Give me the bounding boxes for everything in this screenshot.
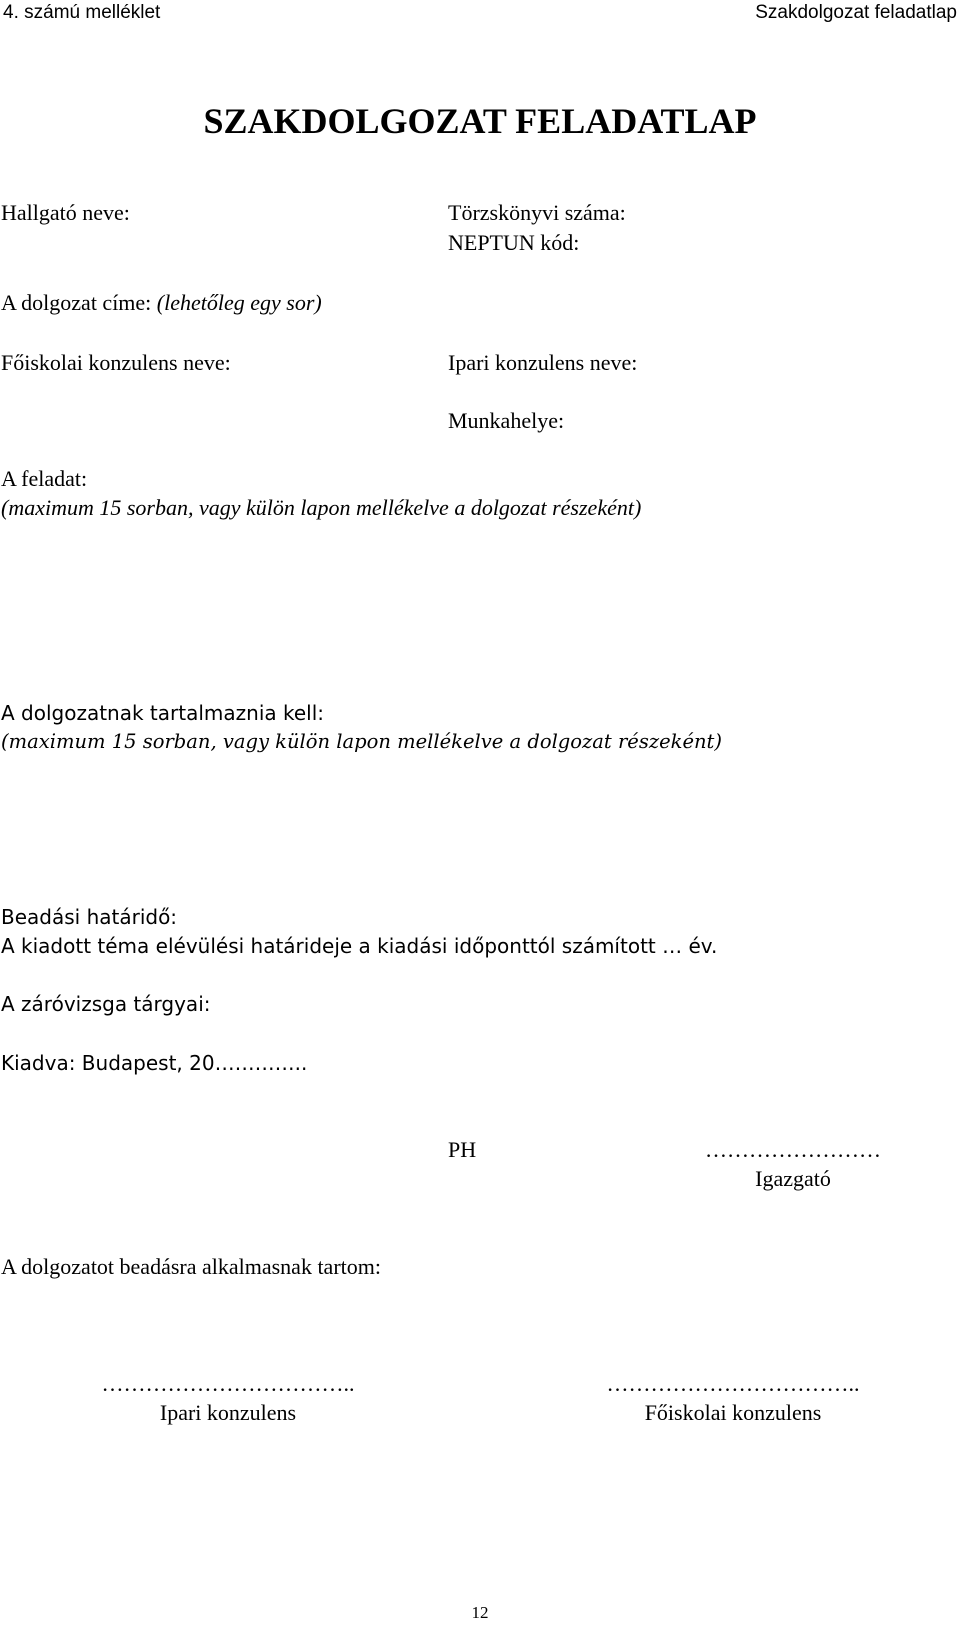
approval-statement: A dolgozatot beadásra alkalmasnak tartom: [1,1254,381,1279]
college-consultant-signature-dots: …………………………….. [606,1371,860,1396]
stamp-label: PH [448,1137,477,1162]
page-title: SZAKDOLGOZAT FELADATLAP [203,101,757,141]
industry-consultant-label: Ipari konzulens neve: [448,350,638,375]
registry-number-label: Törzskönyvi száma: [448,200,626,225]
college-consultant-label: Főiskolai konzulens neve: [1,350,231,375]
thesis-title-hint: (lehetőleg egy sor) [156,290,322,315]
final-exam-label: A záróvizsga tárgyai: [1,992,211,1016]
director-label: Igazgató [755,1166,831,1191]
student-name-label: Hallgató neve: [1,200,130,225]
contents-label: A dolgozatnak tartalmaznia kell: [1,701,325,725]
header-appendix-label: 4. számú melléklet [3,2,161,23]
director-signature-dots: …………………… [705,1137,881,1162]
expiry-statement: A kiadott téma elévülési határideje a kiadási időponttól számított … év. [1,934,718,958]
industry-consultant-signature-label: Ipari konzulens [159,1400,297,1425]
contents-hint: (maximum 15 sorban, vagy külön lapon mellékelve a dolgozat részeként) [1,730,723,753]
industry-consultant-signature-dots: …………………………….. [101,1371,355,1396]
workplace-label: Munkahelye: [448,408,565,433]
thesis-title-row [1,292,322,314]
college-consultant-signature-label: Főiskolai konzulens [644,1400,822,1425]
task-label: A feladat: [1,466,88,491]
thesis-title-label: A dolgozat címe: [1,290,157,315]
issued-line: Kiadva: Budapest, 20………….. [1,1051,308,1075]
task-hint: (maximum 15 sorban, vagy külön lapon mellékelve a dolgozat részeként) [1,495,642,520]
header-document-label: Szakdolgozat feladatlap [755,2,957,23]
neptun-code-label: NEPTUN kód: [448,230,580,255]
page-number: 12 [471,1603,489,1622]
deadline-label: Beadási határidő: [1,905,178,929]
